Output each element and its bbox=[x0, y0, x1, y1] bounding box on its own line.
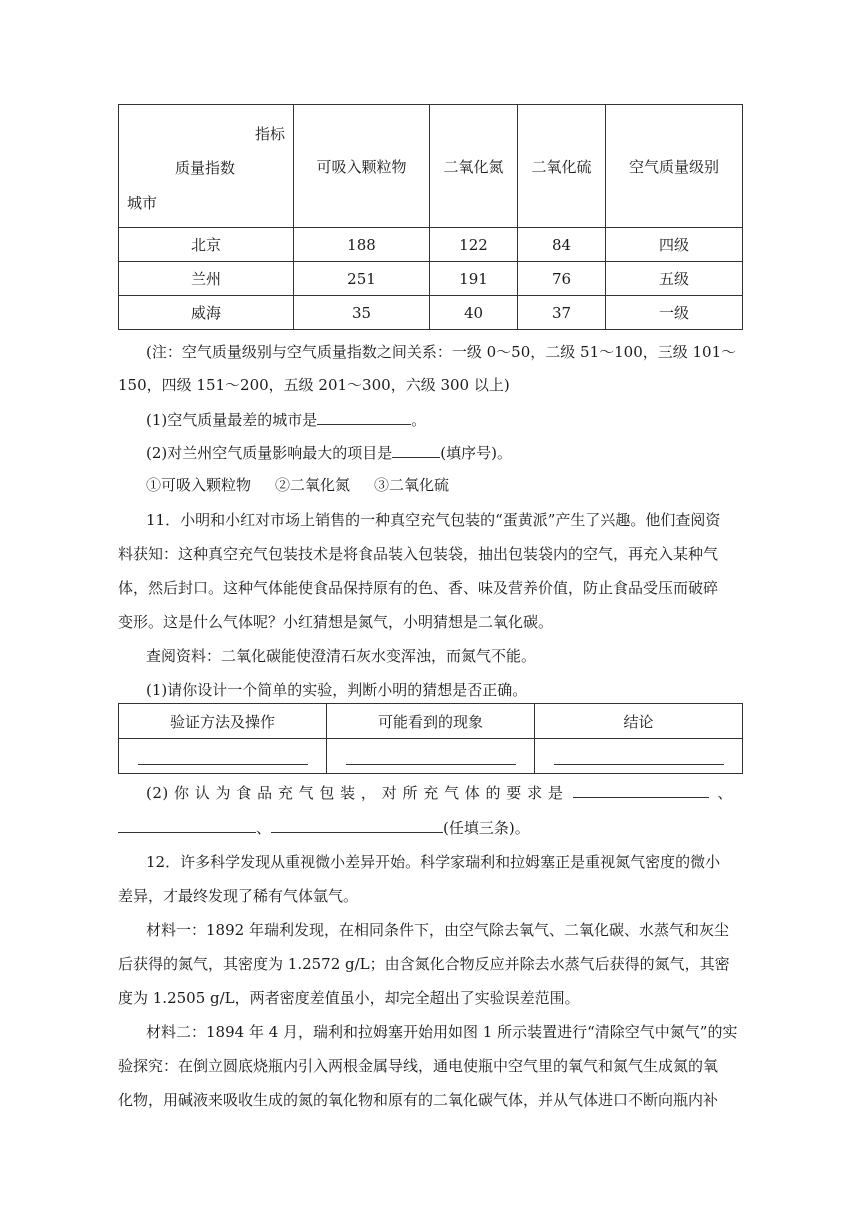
question-text: (任填三条)。 bbox=[443, 819, 530, 837]
table-row bbox=[119, 228, 743, 262]
material-2-line: 验探究：在倒立圆底烧瓶内引入两根金属导线，通电使瓶中空气里的氧气和氮气生成氮的氧 bbox=[118, 1057, 719, 1075]
value-cell: 191 bbox=[430, 262, 518, 296]
column-header: 可能看到的现象 bbox=[327, 704, 535, 739]
table-row bbox=[119, 739, 743, 774]
header-city-label: 城市 bbox=[127, 194, 158, 212]
table-header-row bbox=[119, 704, 743, 739]
answer-blank[interactable] bbox=[573, 782, 709, 798]
value-cell: 84 bbox=[518, 228, 606, 262]
value-cell: 37 bbox=[518, 296, 606, 330]
column-header: 空气质量级别 bbox=[606, 105, 743, 228]
question-10-options bbox=[146, 475, 449, 495]
question-11-line: 料获知：这种真空充气包装技术是将食品装入包装袋，抽出包装袋内的空气，再充入某种气 bbox=[118, 545, 719, 563]
air-quality-table bbox=[118, 104, 743, 330]
material-2-line: 材料二：1894 年 4 月，瑞利和拉姆塞开始用如图 1 所示装置进行“清除空气中氮气”的实 bbox=[146, 1023, 738, 1041]
city-cell: 威海 bbox=[119, 296, 294, 330]
city-cell: 兰州 bbox=[119, 262, 294, 296]
method-answer-cell[interactable] bbox=[119, 739, 327, 774]
answer-blank[interactable] bbox=[271, 817, 443, 833]
separator: 、 bbox=[256, 819, 272, 837]
answer-blank[interactable] bbox=[138, 750, 308, 765]
table-header-row bbox=[119, 105, 743, 228]
value-cell: 76 bbox=[518, 262, 606, 296]
question-text: (2)对兰州空气质量影响最大的项目是 bbox=[146, 444, 393, 462]
question-11-line: 变形。这是什么气体呢？小红猜想是氮气，小明猜想是二氧化碳。 bbox=[118, 613, 554, 631]
column-header: 二氧化氮 bbox=[430, 105, 518, 228]
reference-info: 查阅资料：二氧化碳能使澄清石灰水变浑浊，而氮气不能。 bbox=[146, 647, 537, 665]
value-cell: 四级 bbox=[606, 228, 743, 262]
question-11-2-cont bbox=[118, 817, 530, 838]
option-2: ②二氧化氮 bbox=[275, 476, 351, 494]
question-text: (2) 你 认 为 食 品 充 气 包 装 ， 对 所 充 气 体 的 要 求 是 bbox=[146, 784, 564, 802]
question-12-line: 12．许多科学发现从重视微小差异开始。科学家瑞利和拉姆塞正是重视氮气密度的微小 bbox=[146, 853, 721, 871]
question-11-line: 11．小明和小红对市场上销售的一种真空充气包装的“蛋黄派”产生了兴趣。他们查阅资 bbox=[146, 511, 721, 529]
conclusion-answer-cell[interactable] bbox=[535, 739, 743, 774]
value-cell: 251 bbox=[294, 262, 430, 296]
phenomenon-answer-cell[interactable] bbox=[327, 739, 535, 774]
header-index-label: 质量指数 bbox=[175, 159, 236, 177]
answer-blank[interactable] bbox=[392, 442, 440, 458]
note-line: 150，四级 151～200，五级 201～300，六级 300 以上) bbox=[118, 376, 510, 394]
option-3: ③二氧化硫 bbox=[374, 476, 450, 494]
answer-blank[interactable] bbox=[346, 750, 516, 765]
column-header: 验证方法及操作 bbox=[119, 704, 327, 739]
experiment-table bbox=[118, 703, 743, 774]
question-12-line: 差异，才最终发现了稀有气体氩气。 bbox=[118, 887, 359, 905]
table-row bbox=[119, 296, 743, 330]
question-10-2 bbox=[146, 442, 512, 463]
note-line: (注：空气质量级别与空气质量指数之间关系：一级 0～50，二级 51～100，三级 101～ bbox=[146, 343, 737, 361]
option-1: ①可吸入颗粒物 bbox=[146, 476, 252, 494]
diagonal-header-cell bbox=[119, 105, 294, 228]
question-text: (填序号)。 bbox=[440, 444, 512, 462]
question-10-1 bbox=[146, 409, 426, 430]
header-indicator-label: 指标 bbox=[254, 125, 285, 143]
material-1-line: 后获得的氮气，其密度为 1.2572 g/L；由含氮化合物反应并除去水蒸气后获得的氮气，其密 bbox=[118, 955, 730, 973]
value-cell: 一级 bbox=[606, 296, 743, 330]
question-text: 。 bbox=[411, 411, 427, 429]
question-11-1: (1)请你设计一个简单的实验，判断小明的猜想是否正确。 bbox=[146, 681, 528, 699]
material-1-line: 材料一：1892 年瑞利发现，在相同条件下，由空气除去氧气、二氧化碳、水蒸气和灰尘 bbox=[146, 921, 729, 939]
answer-blank[interactable] bbox=[554, 750, 724, 765]
value-cell: 五级 bbox=[606, 262, 743, 296]
question-11-2 bbox=[146, 782, 732, 803]
table-row bbox=[119, 262, 743, 296]
column-header: 二氧化硫 bbox=[518, 105, 606, 228]
value-cell: 40 bbox=[430, 296, 518, 330]
column-header: 结论 bbox=[535, 704, 743, 739]
value-cell: 188 bbox=[294, 228, 430, 262]
material-1-line: 度为 1.2505 g/L，两者密度差值虽小，却完全超出了实验误差范围。 bbox=[118, 989, 580, 1007]
answer-blank[interactable] bbox=[317, 409, 411, 425]
material-2-line: 化物，用碱液来吸收生成的氮的氧化物和原有的二氧化碳气体，并从气体进口不断向瓶内补 bbox=[118, 1091, 719, 1109]
question-11-line: 体，然后封口。这种气体能使食品保持原有的色、香、味及营养价值，防止食品受压而破碎 bbox=[118, 579, 719, 597]
column-header: 可吸入颗粒物 bbox=[294, 105, 430, 228]
value-cell: 35 bbox=[294, 296, 430, 330]
value-cell: 122 bbox=[430, 228, 518, 262]
question-text: (1)空气质量最差的城市是 bbox=[146, 411, 318, 429]
answer-blank[interactable] bbox=[118, 817, 256, 833]
separator: 、 bbox=[717, 784, 733, 802]
city-cell: 北京 bbox=[119, 228, 294, 262]
